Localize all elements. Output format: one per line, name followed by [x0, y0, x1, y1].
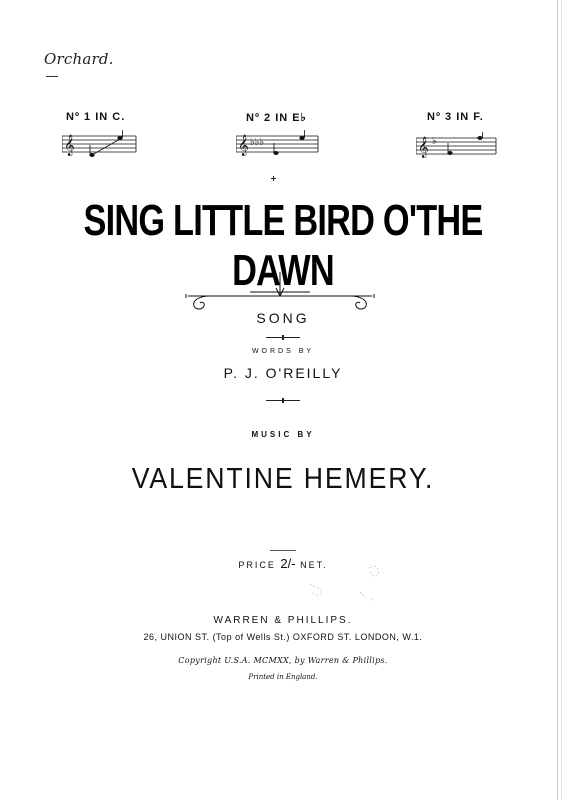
- publisher-name: WARREN & PHILLIPS.: [213, 615, 353, 626]
- flat-icon: ♭: [432, 136, 437, 147]
- music-by-label: MUSIC BY: [251, 430, 315, 439]
- staff-snippet-2: [236, 130, 320, 158]
- publisher-address: 26, UNION ST. (Top of Wells St.) OXFORD ST. LONDON, W.1.: [143, 632, 423, 642]
- staff-snippet-1: [62, 130, 138, 158]
- words-by-label: WORDS BY: [251, 348, 315, 355]
- treble-clef-icon: 𝄞: [238, 135, 249, 156]
- genre-label: SONG: [256, 310, 310, 326]
- price-prefix: PRICE: [238, 560, 276, 570]
- paper-smudge: [300, 562, 400, 612]
- price-amount: 2/-: [280, 556, 296, 571]
- divider-dot: [282, 398, 284, 403]
- flat-icon: ♭♭♭: [250, 137, 265, 148]
- handwritten-annotation: Orchard.: [44, 50, 114, 68]
- copyright-notice: Copyright U.S.A. MCMXX, by Warren & Phillips.: [178, 656, 388, 665]
- price-suffix: NET.: [300, 560, 328, 570]
- key-label-1: Nº 1 IN C.: [66, 111, 126, 123]
- staff-snippet-3: [416, 132, 498, 160]
- handwritten-dash: [46, 76, 58, 77]
- song-title: SING LITTLE BIRD O'THE DAWN: [83, 196, 483, 295]
- treble-clef-icon: 𝄞: [418, 137, 429, 158]
- cross-mark: [273, 176, 274, 181]
- key-label-3: Nº 3 IN F.: [427, 111, 484, 123]
- divider-dot: [282, 335, 284, 340]
- printed-in-label: Printed in England.: [248, 673, 318, 681]
- composer-name: VALENTINE HEMERY.: [131, 463, 435, 495]
- treble-clef-icon: 𝄞: [64, 135, 75, 156]
- ornament-divider: [180, 270, 380, 314]
- lyricist-name: P. J. O'REILLY: [223, 365, 343, 381]
- price-line: [0, 556, 566, 571]
- key-label-2: Nº 2 IN E♭: [246, 112, 307, 124]
- price-rule: [270, 550, 296, 551]
